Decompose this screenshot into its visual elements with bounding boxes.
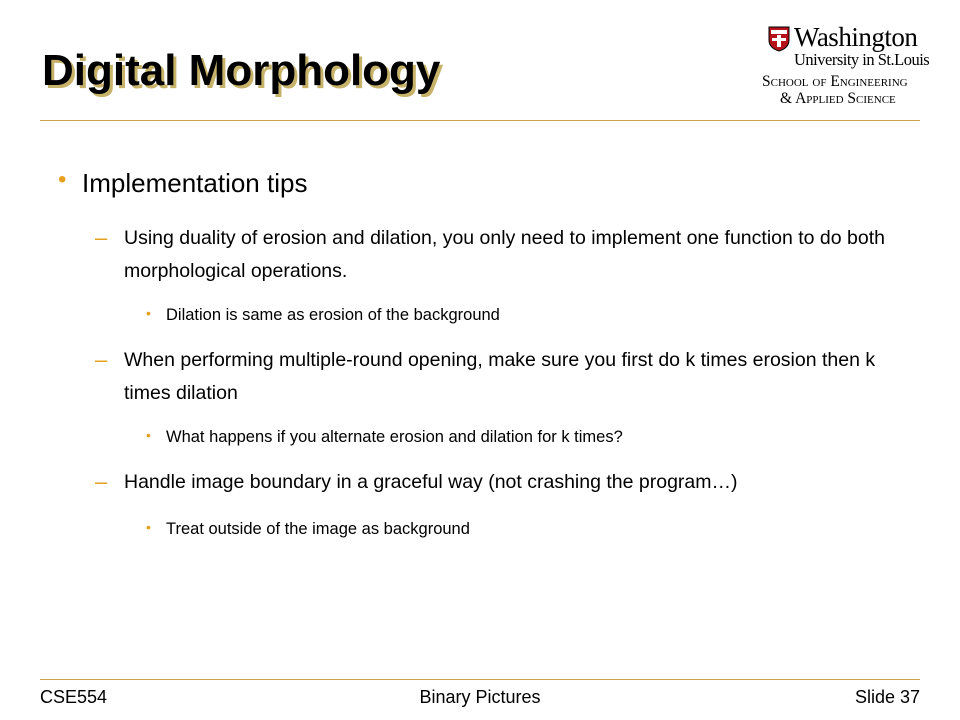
bullet-icon: • [146,519,151,535]
bullet-icon: • [58,166,67,193]
logo-washington: Washington [794,22,918,52]
footer-topic: Binary Pictures [419,687,541,707]
dash-icon: – [95,347,108,372]
sub-bullet-multiple-round: When performing multiple-round opening, make sure you first do k times erosion then k times dilation [124,349,876,404]
sub-sub-bullet-dilation: Dilation is same as erosion of the background [166,306,500,324]
sub-bullet-boundary: Handle image boundary in a graceful way (not crashing the program…) [124,471,738,493]
sub-sub-bullet-alternate: What happens if you alternate erosion and dilation for k times? [166,428,623,446]
sub-bullet-duality: Using duality of erosion and dilation, you only need to implement one function to do both morphological operations. [124,227,885,282]
sub-sub-bullet-outside: Treat outside of the image as background [166,520,470,538]
university-logo [756,20,936,110]
header-divider [40,120,920,121]
bullet-implementation-tips: Implementation tips [82,168,308,198]
logo-school: School of Engineering [762,73,908,90]
bullet-icon: • [146,305,151,321]
logo-university: University in St.Louis [794,50,930,69]
footer-course: CSE554 [40,687,108,707]
slide-title: Digital Morphology [42,46,441,95]
footer-divider [40,679,920,680]
shield-icon [768,26,790,52]
footer-slide-number: Slide 37 [854,687,920,707]
bullet-icon: • [146,427,151,443]
dash-icon: – [95,225,108,250]
dash-icon: – [95,469,108,494]
logo-applied-science: & Applied Science [780,90,896,107]
